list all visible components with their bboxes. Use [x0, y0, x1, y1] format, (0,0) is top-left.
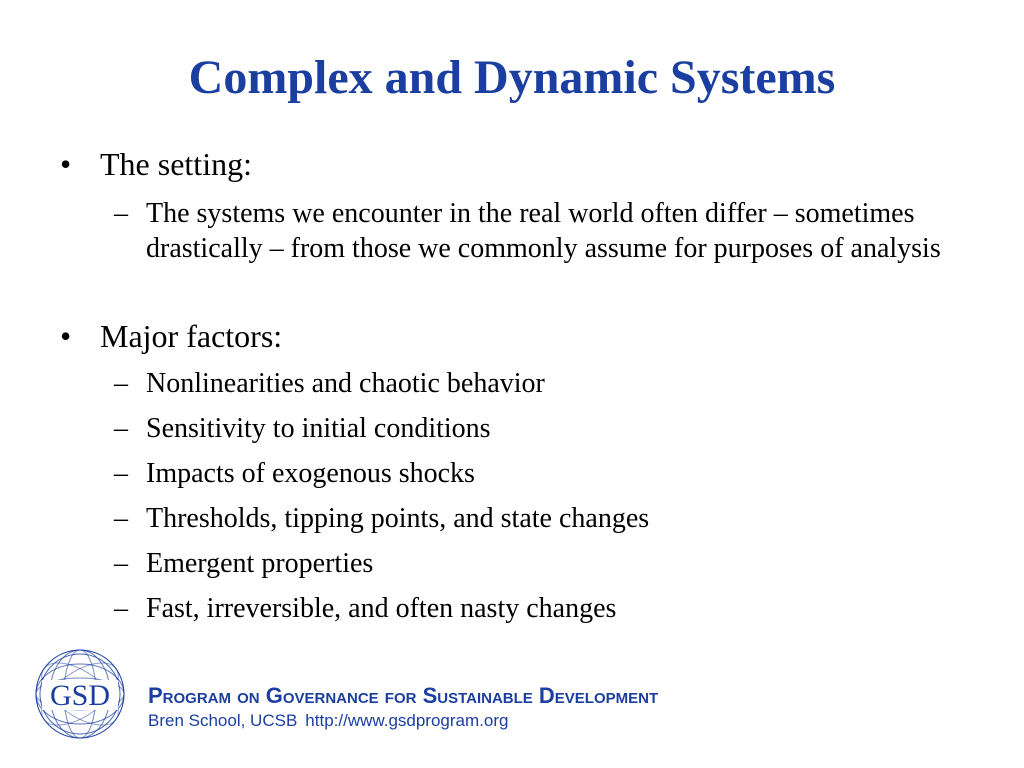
subitem-systems-differ	[114, 196, 944, 266]
footer-affiliation	[148, 711, 508, 731]
bullet-setting	[60, 146, 252, 182]
school-name: Bren School, UCSB	[148, 711, 298, 730]
program-url-link[interactable]: http://www.gsdprogram.org	[305, 711, 509, 730]
subitem-nonlinearities	[114, 366, 545, 401]
subitem-text: The systems we encounter in the real world often differ – sometimes drastically – from those we commonly assume for purposes of analysis	[146, 198, 941, 264]
bullet-major-factors	[60, 318, 282, 354]
dash-mark: –	[114, 368, 128, 399]
subitem-thresholds	[114, 501, 649, 536]
dash-mark: –	[114, 593, 128, 624]
subitem-text: Nonlinearities and chaotic behavior	[146, 368, 545, 399]
dash-mark: –	[114, 458, 128, 489]
subitem-text: Thresholds, tipping points, and state changes	[146, 503, 650, 534]
bullet-text: The setting:	[100, 146, 252, 182]
gsd-logo-text: GSD	[49, 679, 111, 712]
subitem-sensitivity	[114, 411, 491, 446]
dash-mark: –	[114, 413, 128, 444]
program-name: Program on Governance for Sustainable Development	[148, 683, 659, 708]
bullet-mark: •	[60, 146, 72, 182]
dash-mark: –	[114, 198, 128, 229]
dash-mark: –	[114, 548, 128, 579]
subitem-shocks	[114, 456, 475, 491]
gsd-logo	[34, 648, 126, 740]
dash-mark: –	[114, 503, 128, 534]
bullet-mark: •	[60, 318, 72, 354]
subitem-text: Emergent properties	[146, 548, 374, 579]
subitem-fast-changes	[114, 591, 616, 626]
subitem-text: Impacts of exogenous shocks	[146, 458, 475, 489]
gsd-logo-graphic	[34, 648, 126, 740]
bullet-text: Major factors:	[100, 318, 283, 354]
subitem-text: Fast, irreversible, and often nasty changes	[146, 593, 617, 624]
subitem-emergent	[114, 546, 373, 581]
subitem-text: Sensitivity to initial conditions	[146, 413, 491, 444]
slide-title: Complex and Dynamic Systems	[188, 51, 836, 104]
